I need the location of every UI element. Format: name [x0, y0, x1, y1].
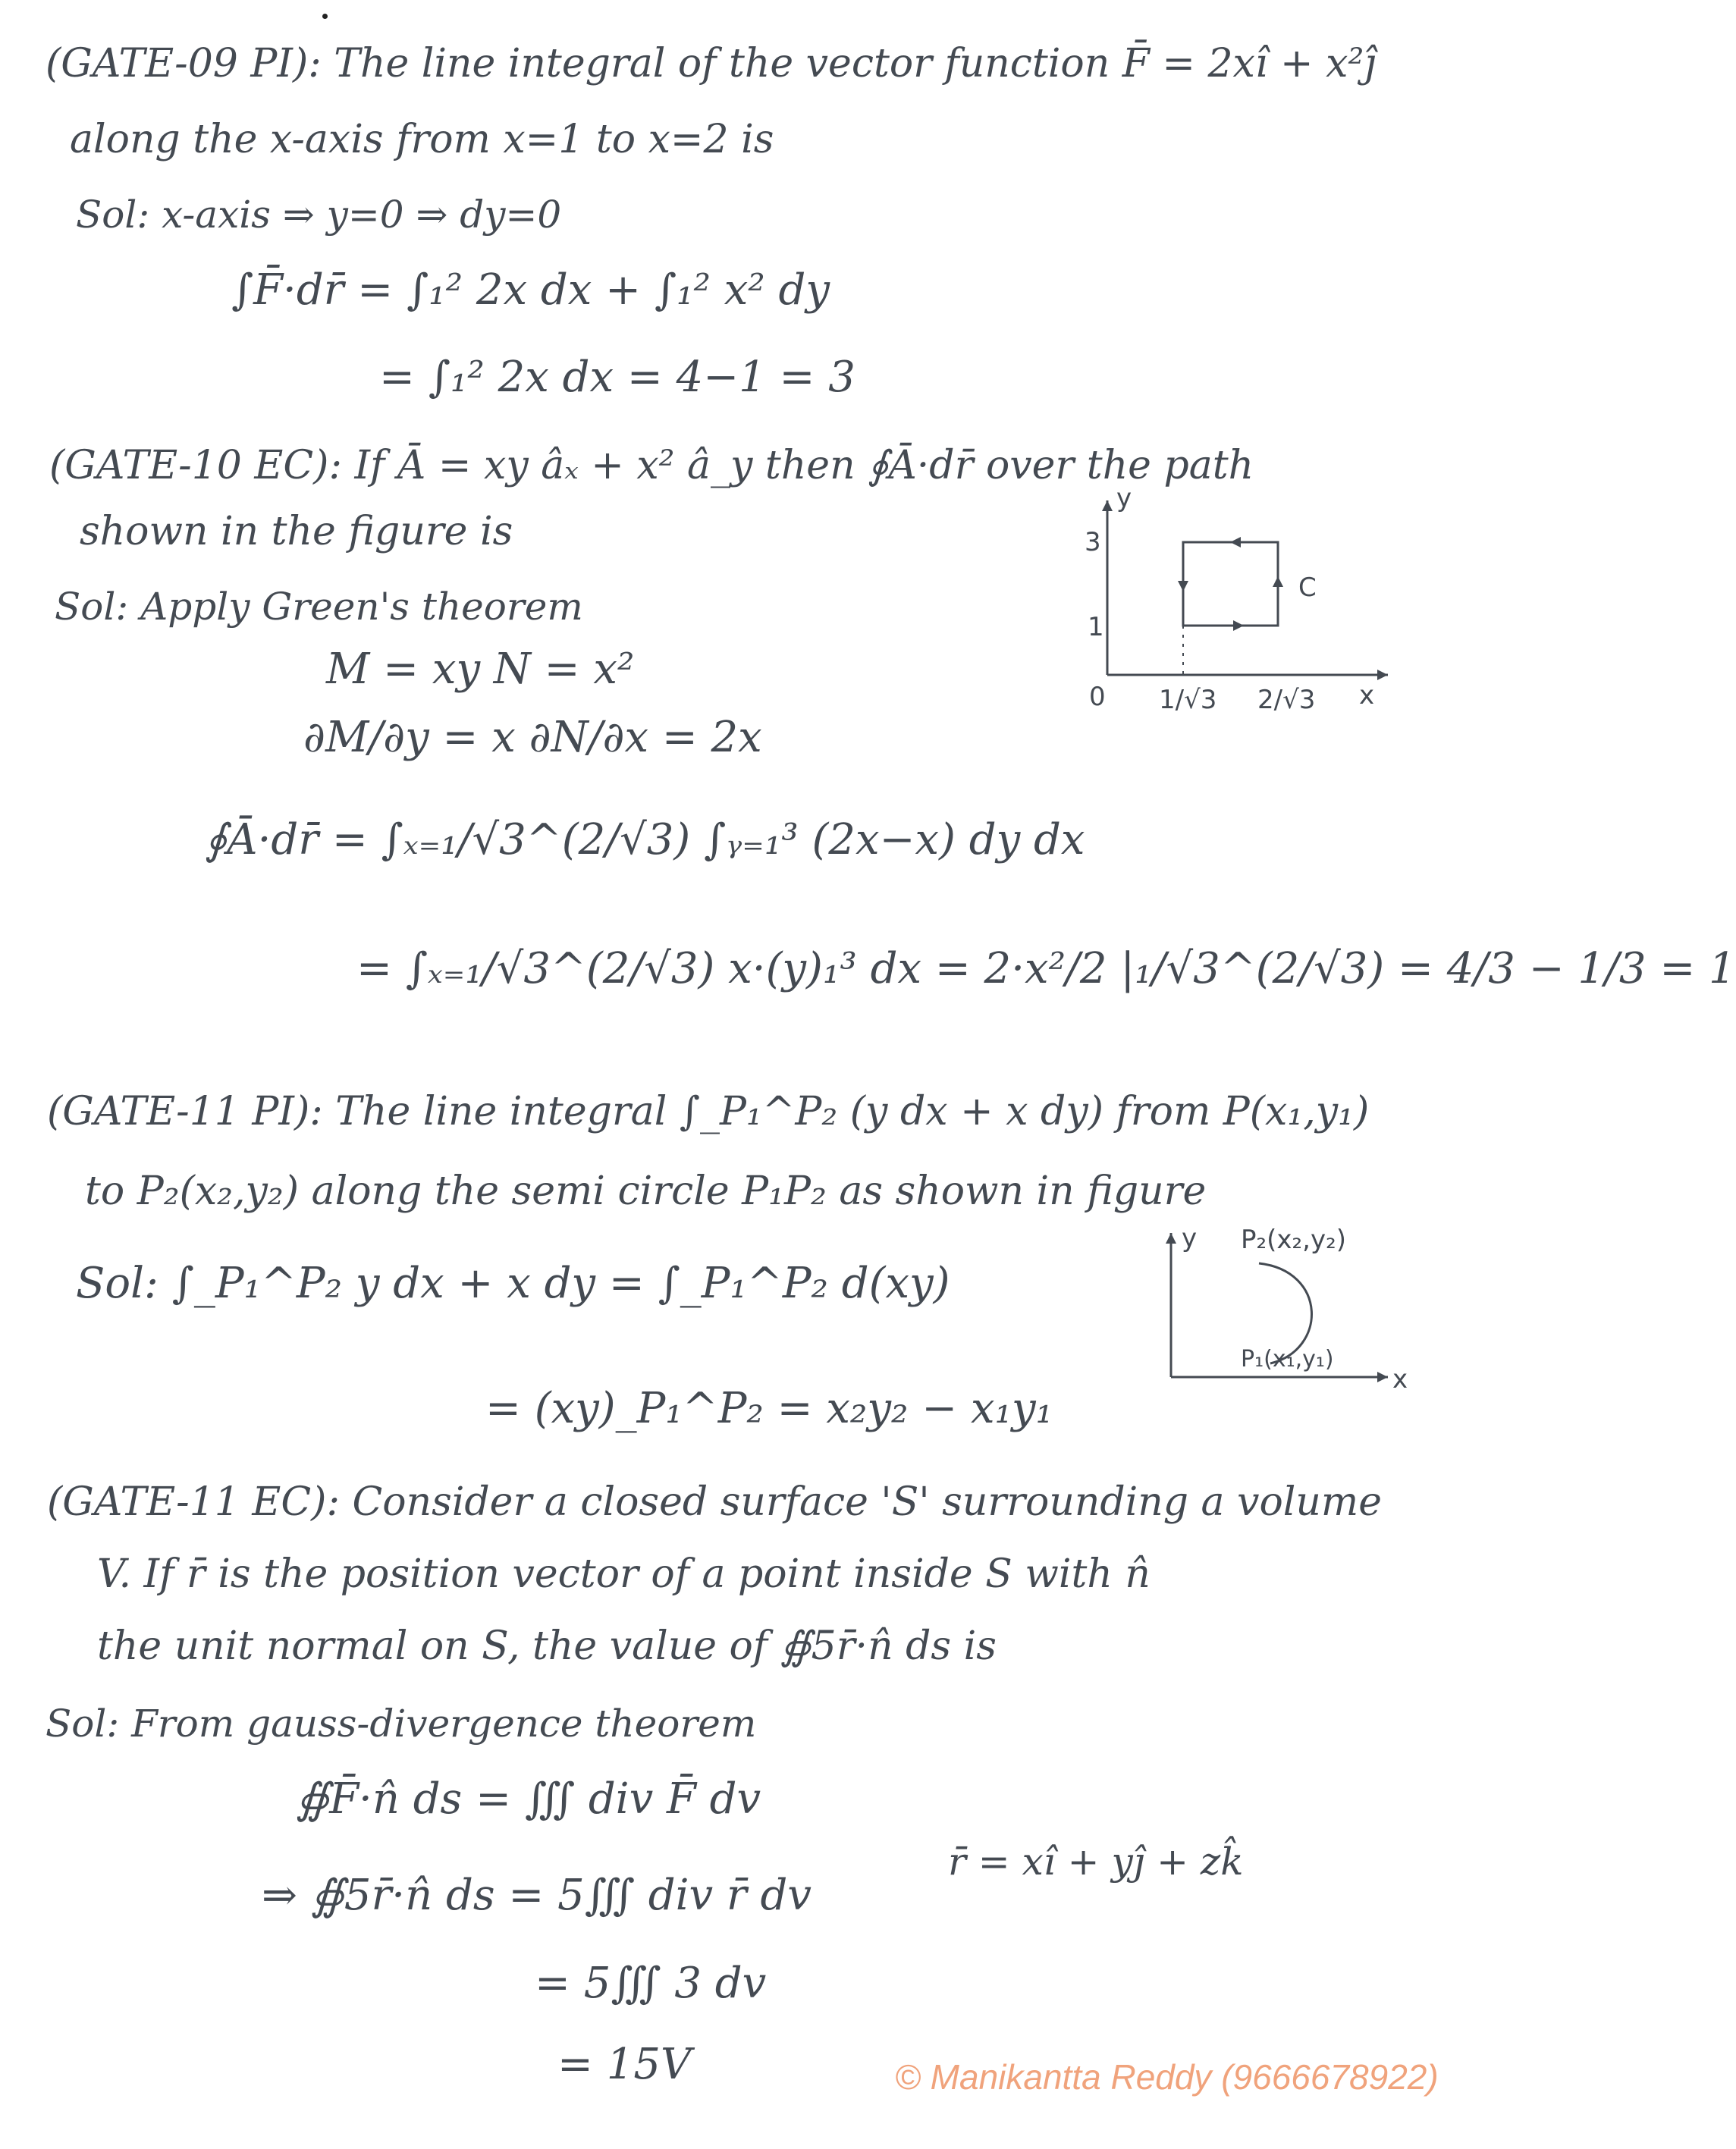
p3-solution-line-2: = (xy)_P₁^P₂ = x₂y₂ − x₁y₁: [485, 1384, 1053, 1433]
p4-solution-line-2: ∯F̄·n̂ ds = ∭ div F̄ dv: [296, 1774, 761, 1824]
fig2-p2-label: P₂(x₂,y₂): [1241, 1225, 1346, 1255]
fig1-curve-label: C: [1298, 573, 1317, 603]
p2-question-line-1: (GATE-10 EC): If Ā = xy âₓ + x² â_y then ∮Ā·dr̄ over the path: [49, 443, 1254, 488]
p1-solution-line-2: ∫F̄·dr̄ = ∫₁² 2x dx + ∫₁² x² dy: [231, 265, 830, 315]
fig2-p1-label: P₁(x₁,y₁): [1241, 1346, 1334, 1373]
p1-solution-line-1: Sol: x-axis ⇒ y=0 ⇒ dy=0: [76, 193, 562, 237]
fig1-origin-label: 0: [1089, 682, 1106, 712]
left-edge-arrow: [1178, 581, 1188, 591]
scan-speck: [322, 14, 328, 19]
x-axis-arrow: [1377, 670, 1388, 680]
p1-solution-line-3: = ∫₁² 2x dx = 4−1 = 3: [379, 353, 855, 402]
p2-solution-line-2: M = xy N = x²: [326, 645, 635, 694]
p1-question-line-1: (GATE-09 PI): The line integral of the vector function F̄ = 2xî + x²ĵ: [46, 41, 1377, 86]
square-path-svg: [1062, 485, 1395, 743]
square-path-figure: [1062, 485, 1395, 743]
copyright-watermark: © Manikantta Reddy (9666678922): [895, 2057, 1439, 2097]
fig1-x-tick-2: 2/√3: [1257, 685, 1316, 715]
p2-solution-line-5: = ∫ₓ₌₁/√3^(2/√3) x·(y)₁³ dx = 2·x²/2 |₁/√3^(2/√3) = 4/3 − 1/3 = 1: [356, 944, 1736, 993]
fig2-y-label: y: [1182, 1223, 1198, 1253]
x-axis-arrow: [1377, 1372, 1388, 1382]
p2-question-line-2: shown in the figure is: [80, 509, 513, 554]
p2-solution-line-4: ∮Ā·dr̄ = ∫ₓ₌₁/√3^(2/√3) ∫ᵧ₌₁³ (2x−x) dy dx: [205, 815, 1085, 864]
bottom-edge-arrow: [1233, 620, 1244, 631]
p3-question-line-1: (GATE-11 PI): The line integral ∫_P₁^P₂ (y dx + x dy) from P(x₁,y₁): [47, 1089, 1370, 1134]
top-edge-arrow: [1230, 537, 1241, 547]
p3-solution-line-1: Sol: ∫_P₁^P₂ y dx + x dy = ∫_P₁^P₂ d(xy): [76, 1259, 950, 1308]
fig1-x-tick-1: 1/√3: [1159, 685, 1217, 715]
fig1-y-tick-3: 3: [1085, 527, 1101, 557]
y-axis-arrow: [1102, 500, 1113, 511]
fig1-y-tick-1: 1: [1088, 612, 1104, 642]
semicircle-figure: [1138, 1221, 1411, 1395]
p4-solution-line-4: = 5∭ 3 dv: [535, 1959, 767, 2008]
p1-question-line-2: along the x-axis from x=1 to x=2 is: [70, 117, 774, 162]
fig1-y-label: y: [1116, 483, 1132, 513]
p4-question-line-1: (GATE-11 EC): Consider a closed surface 'S' surrounding a volume: [47, 1479, 1382, 1525]
p4-solution-line-5: = 15V: [557, 2040, 692, 2089]
p2-solution-line-3: ∂M/∂y = x ∂N/∂x = 2x: [303, 713, 762, 762]
fig1-x-label: x: [1359, 680, 1375, 711]
right-edge-arrow: [1273, 576, 1283, 587]
p4-side-note: r̄ = xî + yĵ + zk̂: [948, 1840, 1244, 1884]
square-path-c: [1183, 542, 1278, 626]
p4-solution-line-1: Sol: From gauss-divergence theorem: [46, 1702, 757, 1746]
p4-question-line-2: V. If r̄ is the position vector of a point inside S with n̂: [97, 1551, 1151, 1597]
p3-question-line-2: to P₂(x₂,y₂) along the semi circle P₁P₂ as shown in figure: [85, 1169, 1207, 1214]
fig2-x-label: x: [1392, 1364, 1408, 1394]
p4-solution-line-3: ⇒ ∯5r̄·n̂ ds = 5∭ div r̄ dv: [262, 1871, 811, 1920]
p2-solution-line-1: Sol: Apply Green's theorem: [55, 585, 583, 629]
y-axis-arrow: [1166, 1233, 1176, 1244]
p4-question-line-3: the unit normal on S, the value of ∯5r̄·n̂ ds is: [97, 1624, 997, 1669]
